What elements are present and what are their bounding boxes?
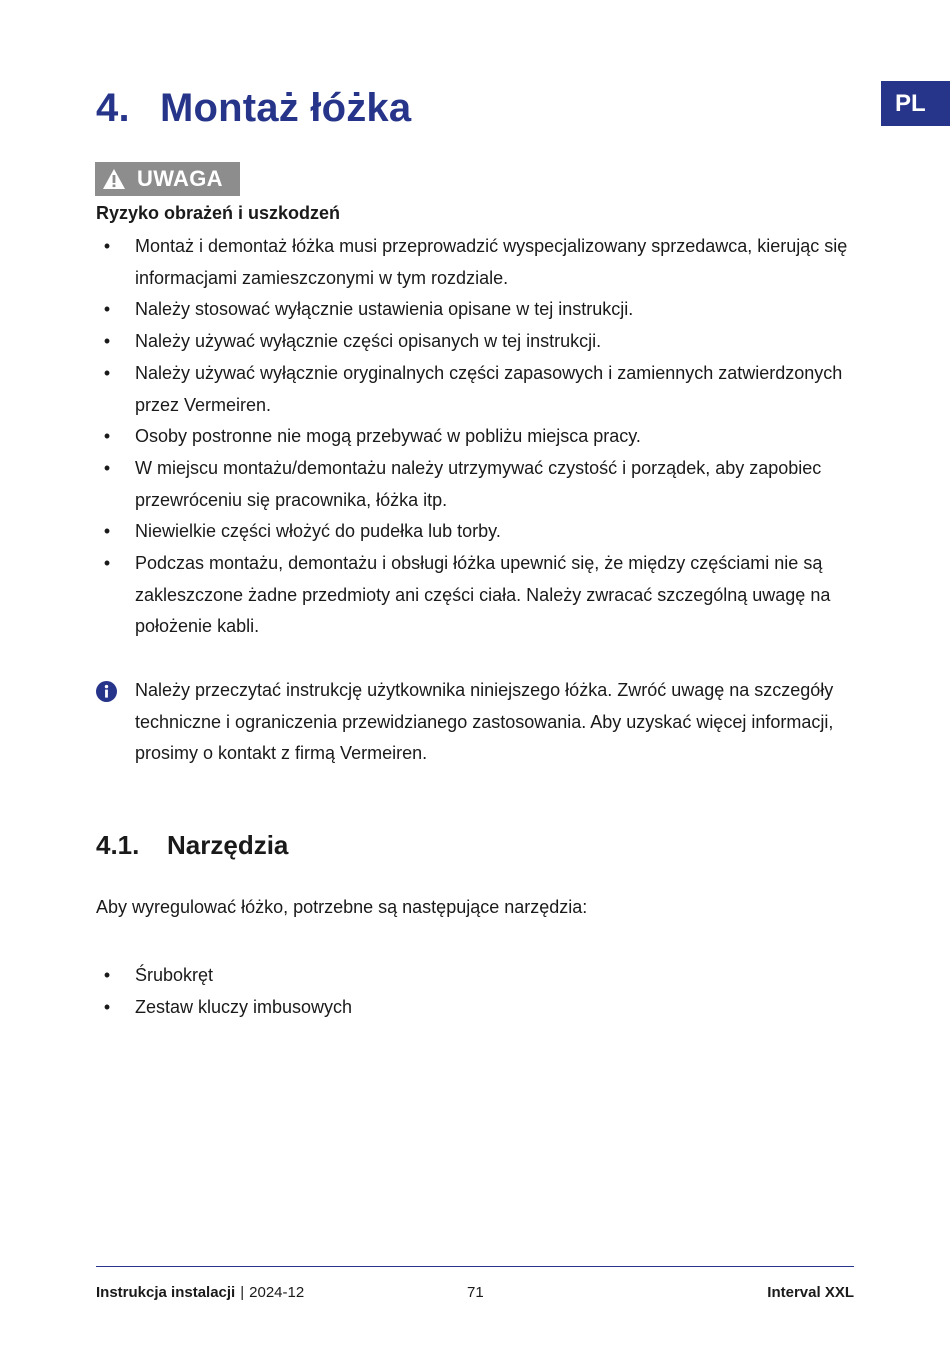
chapter-number: 4. xyxy=(96,86,130,130)
footer-separator: | xyxy=(240,1284,245,1301)
list-item-text: Zestaw kluczy imbusowych xyxy=(135,996,353,1017)
info-icon xyxy=(96,681,117,702)
list-item-text: Montaż i demontaż łóżka musi przeprowadzić wyspecjalizowany sprzedawca, kierując się informacjami zamieszczonymi w tym rozdziale. xyxy=(135,236,848,288)
list-item xyxy=(96,548,856,643)
section-intro: Aby wyregulować łóżko, potrzebne są następujące narzędzia: xyxy=(96,897,588,917)
list-item xyxy=(96,326,856,358)
list-item xyxy=(96,231,856,294)
bullet: • xyxy=(103,331,111,352)
warning-badge xyxy=(95,162,240,196)
list-item xyxy=(96,358,856,421)
warning-label: UWAGA xyxy=(137,166,223,191)
bullet: • xyxy=(103,553,111,574)
list-item xyxy=(96,453,856,516)
chapter-title: Montaż łóżka xyxy=(160,86,412,130)
bullet: • xyxy=(103,996,111,1017)
page-number: 71 xyxy=(467,1284,484,1301)
list-item-text: Śrubokręt xyxy=(135,965,214,985)
section-heading xyxy=(96,830,288,861)
footer-divider xyxy=(96,1266,854,1267)
list-item-text: Podczas montażu, demontażu i obsługi łóżka upewnić się, że między częściami nie są zakleszczone żadne przedmioty ani części ciała. Należy zwracać szczególną uwagę na położenie kabli. xyxy=(135,553,831,637)
bullet: • xyxy=(103,457,111,478)
bullet: • xyxy=(103,426,111,447)
list-item-text: Należy używać wyłącznie części opisanych w tej instrukcji. xyxy=(135,331,602,352)
footer-doc-info xyxy=(96,1284,304,1301)
warning-list xyxy=(96,231,856,643)
section-title: Narzędzia xyxy=(167,830,289,860)
list-item-text: Należy używać wyłącznie oryginalnych części zapasowych i zamiennych zatwierdzonych przez Vermeiren. xyxy=(135,362,843,415)
tools-list xyxy=(96,960,856,1023)
list-item-text: Należy stosować wyłącznie ustawienia opisane w tej instrukcji. xyxy=(135,299,634,320)
info-note xyxy=(96,675,856,770)
warning-triangle-icon xyxy=(102,168,126,190)
section-number: 4.1. xyxy=(96,830,140,860)
footer-doc-title: Instrukcja instalacji xyxy=(96,1284,236,1301)
list-item-text: Niewielkie części włożyć do pudełka lub torby. xyxy=(135,521,501,542)
bullet: • xyxy=(103,965,111,985)
list-item-text: W miejscu montażu/demontażu należy utrzymywać czystość i porządek, aby zapobiec przewróceniu się pracownika, łóżka itp. xyxy=(135,457,822,510)
footer-product: Interval XXL xyxy=(767,1284,854,1301)
info-text: Należy przeczytać instrukcję użytkownika niniejszego łóżka. Zwróć uwagę na szczegóły techniczne i ograniczenia przewidzianego zastosowania. Aby uzyskać więcej informacji, prosimy o kontakt z firmą Vermeiren. xyxy=(135,680,834,764)
list-item xyxy=(96,960,856,992)
list-item xyxy=(96,992,856,1024)
bullet: • xyxy=(103,299,111,320)
risk-title: Ryzyko obrażeń i uszkodzeń xyxy=(96,203,341,223)
list-item xyxy=(96,294,856,326)
page-title xyxy=(96,86,411,131)
list-item xyxy=(96,421,856,453)
bullet: • xyxy=(103,362,111,383)
footer-date: 2024-12 xyxy=(249,1284,305,1301)
list-item xyxy=(96,516,856,548)
bullet: • xyxy=(103,236,111,256)
bullet: • xyxy=(103,521,111,542)
language-tab: PL xyxy=(881,81,950,126)
list-item-text: Osoby postronne nie mogą przebywać w pobliżu miejsca pracy. xyxy=(135,426,641,447)
